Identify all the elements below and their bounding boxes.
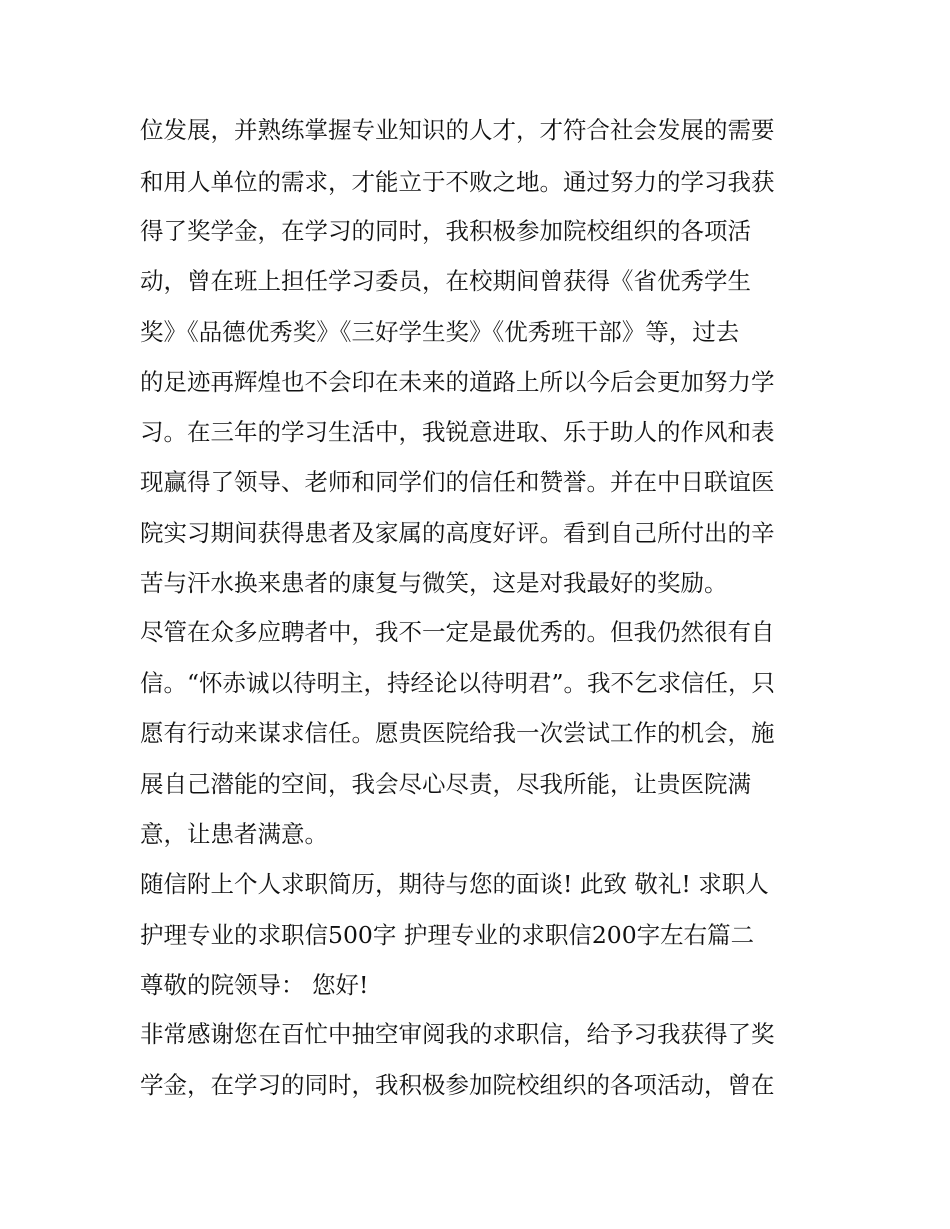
text-line: 展自己潜能的空间，我会尽心尽责，尽我所能，让贵医院满 bbox=[140, 770, 751, 798]
text-line: 护理专业的求职信500字 护理专业的求职信200字左右篇二 bbox=[140, 921, 755, 949]
text-line: 学金，在学习的同时，我积极参加院校组织的各项活动，曾在 bbox=[140, 1071, 775, 1099]
text-line: 意，让患者满意。 bbox=[140, 820, 328, 848]
text-line: 动，曾在班上担任学习委员，在校期间曾获得《省优秀学生 bbox=[140, 267, 751, 295]
text-line: 愿有行动来谋求信任。愿贵医院给我一次尝试工作的机会，施 bbox=[140, 719, 775, 747]
text-line: 随信附上个人求职简历，期待与您的面谈! 此致 敬礼! 求职人 bbox=[140, 870, 769, 898]
text-line: 得了奖学金，在学习的同时，我积极参加院校组织的各项活 bbox=[140, 217, 751, 245]
text-line: 院实习期间获得患者及家属的高度好评。看到自己所付出的辛 bbox=[140, 519, 775, 547]
text-line: 苦与汗水换来患者的康复与微笑，这是对我最好的奖励。 bbox=[140, 569, 728, 597]
text-line: 奖》《品德优秀奖》《三好学生奖》《优秀班干部》等，过去 bbox=[140, 318, 740, 346]
text-line: 现赢得了领导、老师和同学们的信任和赞誉。并在中日联谊医 bbox=[140, 468, 775, 496]
text-line: 和用人单位的需求，才能立于不败之地。通过努力的学习我获 bbox=[140, 168, 775, 196]
text-line: 位发展，并熟练掌握专业知识的人才，才符合社会发展的需要 bbox=[140, 116, 775, 144]
text-line: 的足迹再辉煌也不会印在未来的道路上所以今后会更加努力学 bbox=[140, 368, 775, 396]
text-line: 尽管在众多应聘者中，我不一定是最优秀的。但我仍然很有自 bbox=[140, 618, 775, 646]
text-line: 信。“怀赤诚以待明主，持经论以待明君”。我不乞求信任，只 bbox=[140, 669, 776, 697]
text-line: 非常感谢您在百忙中抽空审阅我的求职信，给予习我获得了奖 bbox=[140, 1020, 775, 1048]
text-line: 习。在三年的学习生活中，我锐意进取、乐于助人的作风和表 bbox=[140, 418, 775, 446]
text-line: 尊敬的院领导： 您好! bbox=[140, 971, 369, 999]
